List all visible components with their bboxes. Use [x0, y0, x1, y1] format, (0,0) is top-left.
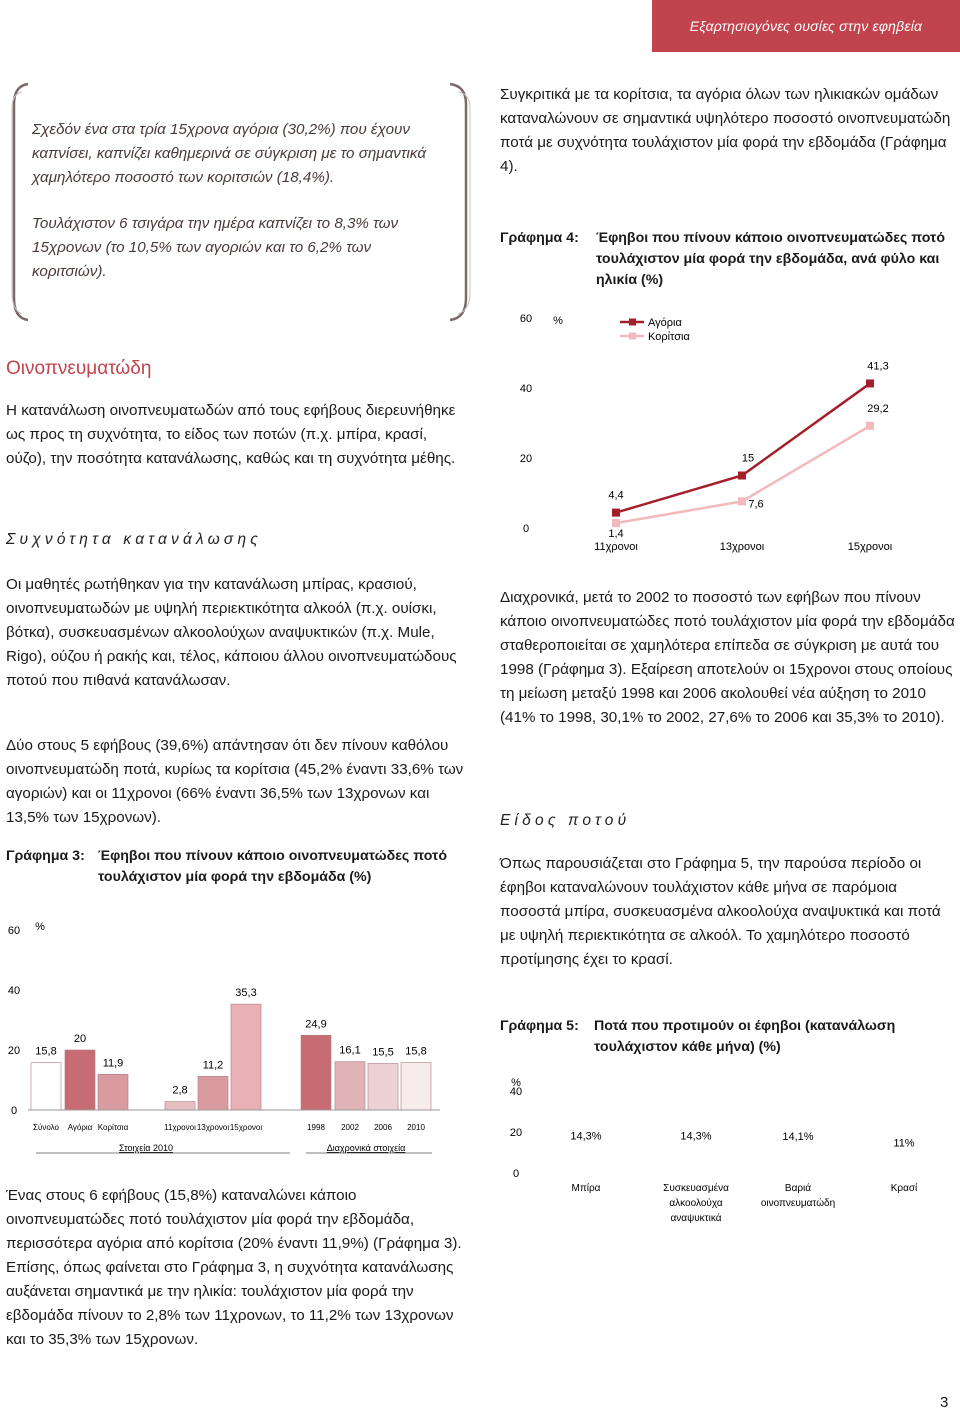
chart3-category-label: 13χρονοι — [196, 1123, 230, 1132]
callout-left-bracket — [14, 84, 28, 320]
chart4-point — [866, 422, 874, 430]
chart3-title-text: Έφηβοι που πίνουν κάποιο οινοπνευματώδες ποτό τουλάχιστον μία φορά την εβδομάδα (%) — [98, 848, 447, 885]
chart5-bar-chart — [500, 1070, 960, 1320]
chart4-value-label: 7,6 — [748, 498, 764, 511]
chart4-value-label: 1,4 — [608, 528, 624, 541]
gender-comparison-paragraph: Συγκριτικά με τα κορίτσια, τα αγόρια όλων των ηλικιακών ομάδων καταναλώνουν σε σημαντικά υψηλότερο ποσοστό οινοπνευματώδη ποτά με συχνότητα τουλάχιστον μία φορά την εβδομάδα (Γράφημα 4). — [500, 86, 951, 175]
chart3-value-label: 24,9 — [305, 1018, 327, 1031]
chart3-bar — [401, 1063, 431, 1110]
chart3-ytick-label: 60 — [7, 925, 21, 937]
header-title: Εξαρτησιογόνες ουσίες στην εφηβεία — [689, 18, 923, 34]
chart3-value-label: 20 — [73, 1033, 87, 1045]
chart3-category-label: Αγόρια — [67, 1123, 93, 1132]
chart3-group-label: Στοιχεία 2010 — [118, 1143, 174, 1153]
chart3-bar — [335, 1062, 365, 1110]
section-title-alcohol: Οινοπνευματώδη — [6, 358, 152, 379]
chart3-category-label: 2006 — [374, 1123, 392, 1132]
chart3-group-label: Διαχρονικά στοιχεία — [326, 1143, 406, 1153]
chart5-value-label: 14,3% — [570, 1130, 602, 1143]
page-number: 3 — [940, 1394, 949, 1411]
chart4-line-chart — [500, 300, 960, 560]
chart4-ytick-label: 60 — [519, 313, 533, 325]
chart3-bar — [198, 1076, 228, 1110]
chart4-point — [612, 519, 620, 527]
chart5-category-label: Μπίρα — [571, 1183, 601, 1194]
chart3-bar — [98, 1074, 128, 1110]
chart5-ytick-label: 20 — [509, 1127, 523, 1139]
drinks-surveyed-paragraph: Οι μαθητές ρωτήθηκαν για την κατανάλωση μπίρας, κρασιού, οινοπνευματωδών με υψηλή περιεκτικότητα αλκοόλ (π.χ. ουίσκι, βότκα), συσκευασμένων αλκοολούχων αναψυκτικών (π.χ. Mule, Rigo), ούζου ή ρακής και, τέλος, κάποιου άλλου οινοπνευματώδους ποτού που πιθανά κατανάλωσαν. — [6, 576, 457, 689]
chart5-value-label: 14,3% — [680, 1130, 712, 1143]
chart4-ylabel: % — [553, 315, 563, 327]
chart3-value-label: 11,9 — [102, 1057, 124, 1070]
chart4-category-label: 15χρονοι — [847, 541, 893, 553]
chart4-ytick-label: 0 — [522, 523, 530, 535]
chart4-value-label: 15 — [741, 452, 755, 465]
chart3-ytick-label: 40 — [7, 985, 21, 997]
chart4-value-label: 29,2 — [867, 402, 889, 415]
alcohol-intro-paragraph: Η κατανάλωση οινοπνευματωδών από τους εφήβους διερευνήθηκε ως προς τη συχνότητα, το είδος των ποτών (π.χ. μπίρα, κρασί, ούζο), την ποσότητα κατανάλωσης, καθώς και τη συχνότητα μέθης. — [6, 402, 456, 467]
trend-paragraph: Διαχρονικά, μετά το 2002 το ποσοστό των εφήβων που πίνουν κάποιο οινοπνευματώδες ποτό τουλάχιστον μία φορά την εβδομάδα σταθεροποιείται σε χαμηλότερα επίπεδα σε σύγκριση με αυτά του 1998 (Γράφημα 3). Εξαίρεση αποτελούν οι 15χρονοι στους οποίους τη μείωση μεταξύ 1998 και 2006 ακολουθεί νέα αύξηση το 2010 (41% το 1998, 30,1% το 2002, 27,6% το 2006 και 35,3% το 2010). — [500, 589, 955, 726]
non-drinkers-paragraph: Δύο στους 5 εφήβους (39,6%) απάντησαν ότι δεν πίνουν καθόλου οινοπνευματώδη ποτά, κυρίως τα κορίτσια (45,2% έναντι 33,6% των αγοριών) και οι 11χρονοι (66% έναντι 36,5% των 13χρονων και 13,5% των 15χρονων). — [6, 737, 464, 826]
chart3-bar — [368, 1064, 398, 1111]
chart3-category-label: Σύνολο — [33, 1123, 59, 1132]
chart5-title — [500, 1016, 955, 1055]
chart3-bar — [165, 1102, 195, 1110]
chart3-value-label: 16,1 — [339, 1044, 361, 1057]
chart4-point — [612, 509, 620, 517]
drink-type-paragraph: Όπως παρουσιάζεται στο Γράφημα 5, την παρούσα περίοδο οι έφηβοι καταναλώνουν τουλάχιστον κάθε μήνα σε παρόμοια ποσοστά μπίρα, συσκευασμένα αλκοολούχα αναψυκτικά και ποτά με υψηλή περιεκτικότητα σε αλκοόλ. Το χαμηλότερο ποσοστό προτίμησης έχει το κρασί. — [500, 855, 941, 968]
chart3-ytick-label: 0 — [10, 1105, 18, 1117]
chart3-ylabel: % — [35, 921, 45, 933]
chart3-bar-chart — [0, 900, 470, 1160]
chart5-title-text: Ποτά που προτιμούν οι έφηβοι (κατανάλωση τουλάχιστον κάθε μήνα) (%) — [594, 1018, 896, 1055]
chart5-bar — [874, 1150, 934, 1173]
chart4-category-label: 11χρονοι — [594, 541, 638, 553]
chart5-category-label: Βαριά οινοπνευματώδη — [760, 1183, 836, 1209]
chart4-legend-marker — [629, 319, 636, 326]
chart5-bar — [768, 1144, 828, 1173]
chart3-category-label: 15χρονοι — [229, 1123, 263, 1132]
chart3-bar — [31, 1063, 61, 1110]
chart4-title-lead: Γράφημα 4: — [500, 230, 579, 246]
chart4-value-label: 41,3 — [867, 360, 889, 373]
chart4-title-text: Έφηβοι που πίνουν κάποιο οινοπνευματώδες ποτό τουλάχιστον μία φορά την εβδομάδα, ανά φύλο και ηλικία (%) — [596, 230, 945, 288]
smoking-callout — [32, 118, 447, 284]
chart5-category-label: Κρασί — [890, 1183, 918, 1194]
chart5-ytick-label: 40 — [509, 1086, 523, 1098]
chart3-value-label: 11,2 — [202, 1059, 224, 1072]
chart3-category-label: 11χρονοι — [164, 1123, 196, 1132]
weekly-drinkers-paragraph: Ένας στους 6 εφήβους (15,8%) καταναλώνει κάποιο οινοπνευματώδες ποτό τουλάχιστον μία φορά την εβδομάδα, περισσότερα αγόρια από κορίτσια (20% έναντι 11,9%) (Γράφημα 3). Επίσης, όπως φαίνεται στο Γράφημα 3, η συχνότητα κατανάλωσης αυξάνεται σημαντικά με την ηλικία: τουλάχιστον μία φορά την εβδομάδα πίνουν το 2,8% των 11χρονων, το 11,2% των 13χρονων και το 35,3% των 15χρονων. — [6, 1187, 462, 1348]
chart5-title-lead: Γράφημα 5: — [500, 1018, 579, 1034]
chart4-title — [500, 228, 955, 288]
chart4-category-label: 13χρονοι — [719, 541, 765, 553]
chart5-category-label: Συσκευασμένα αλκοολούχα αναψυκτικά — [663, 1183, 729, 1224]
document-header — [652, 0, 960, 52]
chart3-title-lead: Γράφημα 3: — [6, 848, 85, 864]
chart3-title — [6, 846, 476, 885]
chart5-value-label: 14,1% — [782, 1131, 814, 1144]
chart3-value-label: 15,8 — [35, 1045, 57, 1058]
chart4-point — [738, 497, 746, 505]
chart3-value-label: 2,8 — [172, 1084, 188, 1097]
chart3-category-label: Κορίτσια — [97, 1123, 129, 1132]
chart3-value-label: 35,3 — [235, 987, 257, 1000]
callout-paragraph-2: Τουλάχιστον 6 τσιγάρα την ημέρα καπνίζει το 8,3% των 15χρονων (το 10,5% των αγοριών και το 6,2% των κοριτσιών). — [32, 215, 399, 280]
callout-right-bracket — [450, 84, 466, 320]
chart3-ytick-label: 20 — [7, 1045, 21, 1057]
chart3-value-label: 15,8 — [405, 1045, 427, 1058]
chart4-point — [866, 379, 874, 387]
chart4-legend-label: Αγόρια — [648, 317, 682, 329]
chart4-point — [738, 472, 746, 480]
chart5-bar — [666, 1144, 726, 1173]
chart5-value-label: 11% — [893, 1137, 915, 1150]
chart5-bar — [556, 1144, 616, 1173]
chart4-ytick-label: 20 — [519, 453, 533, 465]
chart5-ylabel: % — [511, 1077, 521, 1089]
chart3-bar — [65, 1050, 95, 1110]
chart4-legend-label: Κορίτσια — [648, 331, 690, 343]
callout-paragraph-1: Σχεδόν ένα στα τρία 15χρονα αγόρια (30,2%) που έχουν καπνίσει, καπνίζει καθημερινά σε σύγκριση με το σημαντικά χαμηλότερο ποσοστό των κοριτσιών (18,4%). — [32, 121, 426, 186]
subheading-frequency: Συχνότητα κατανάλωσης — [6, 531, 263, 548]
subheading-drink-type: Είδος ποτού — [500, 812, 631, 829]
chart4-ytick-label: 40 — [519, 383, 533, 395]
chart3-bar — [301, 1035, 331, 1110]
chart3-category-label: 2010 — [407, 1123, 425, 1132]
chart3-category-label: 2002 — [341, 1123, 359, 1132]
chart5-ytick-label: 0 — [512, 1168, 520, 1180]
chart3-category-label: 1998 — [307, 1123, 325, 1132]
chart3-bar — [231, 1004, 261, 1110]
chart4-value-label: 4,4 — [608, 489, 624, 502]
chart3-value-label: 15,5 — [372, 1046, 394, 1059]
chart4-legend-marker — [629, 333, 636, 340]
